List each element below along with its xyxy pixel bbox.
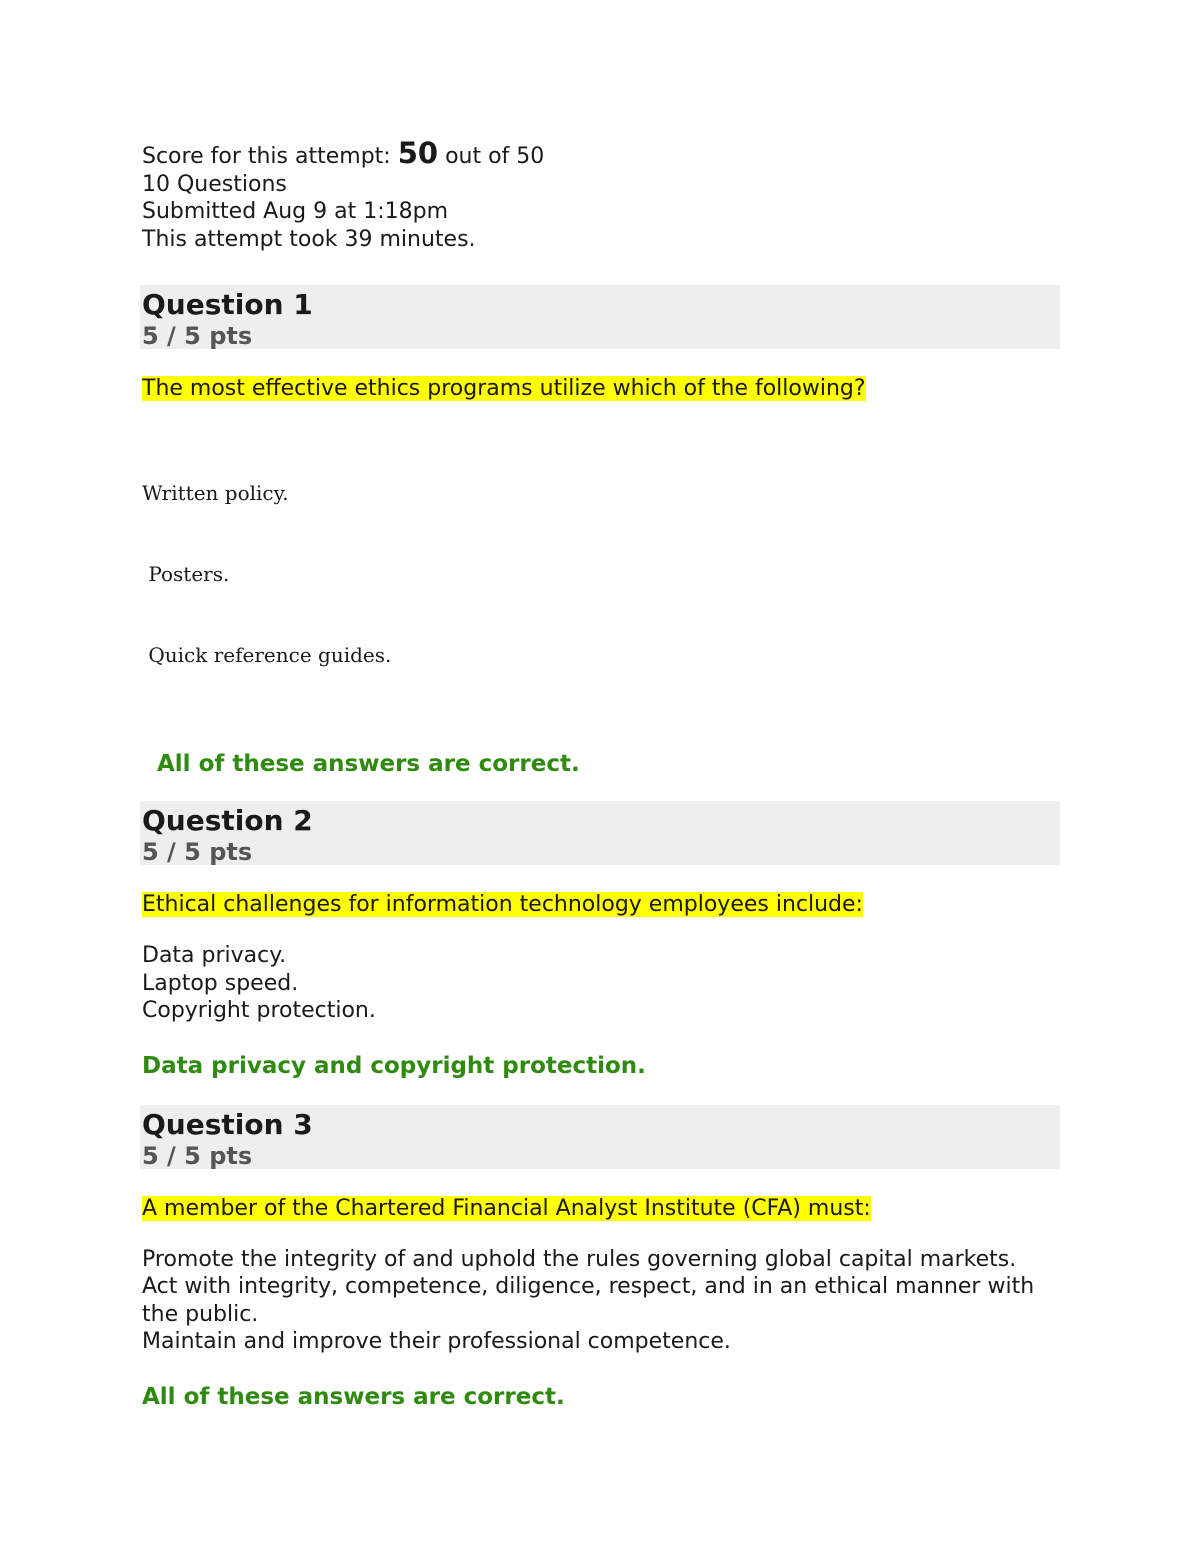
correct-answer: All of these answers are correct. (157, 751, 580, 777)
score-line (142, 136, 1060, 171)
answer-list (142, 426, 1060, 723)
answer-option: Promote the integrity of and uphold the rules governing global capital markets. (142, 1246, 1017, 1272)
correct-answer: Data privacy and copyright protection. (142, 1052, 646, 1079)
question-block-2 (142, 801, 1060, 1081)
question-header (140, 1105, 1060, 1169)
attempt-duration: This attempt took 39 minutes. (142, 226, 476, 252)
answer-list (142, 1246, 1042, 1356)
correct-answer: All of these answers are correct. (142, 1383, 565, 1410)
question-header (140, 801, 1060, 865)
question-prompt: Ethical challenges for information technology employees include: (142, 892, 863, 917)
answer-option: Laptop speed. (142, 970, 299, 996)
score-label: Score for this attempt: (142, 144, 391, 169)
answer-option: Maintain and improve their professional competence. (142, 1329, 731, 1354)
answer-list (142, 942, 1060, 1025)
question-block-1 (142, 285, 1060, 779)
answer-option: Quick reference guides. (142, 643, 392, 667)
question-prompt: The most effective ethics programs utilize which of the following? (142, 376, 866, 401)
questions-count: 10 Questions (142, 171, 287, 197)
question-points: 5 / 5 pts (142, 1141, 253, 1170)
answer-option: Written policy. (142, 481, 289, 505)
answer-option: Posters. (142, 562, 230, 586)
question-points: 5 / 5 pts (142, 838, 253, 866)
question-points: 5 / 5 pts (142, 322, 253, 350)
quiz-results-page (142, 136, 1060, 1412)
attempt-summary (142, 136, 1060, 253)
question-block-3 (142, 1105, 1060, 1412)
question-title: Question 3 (142, 1107, 313, 1141)
score-suffix: out of 50 (445, 144, 545, 169)
submitted-time: Submitted Aug 9 at 1:18pm (142, 199, 449, 224)
question-header (140, 285, 1060, 349)
score-value: 50 (397, 136, 439, 170)
question-title: Question 1 (142, 288, 313, 321)
answer-option: Act with integrity, competence, diligence, respect, and in an ethical manner with the public. (142, 1274, 1035, 1327)
question-prompt: A member of the Chartered Financial Analyst Institute (CFA) must: (142, 1195, 871, 1221)
answer-option: Copyright protection. (142, 998, 376, 1023)
question-title: Question 2 (142, 804, 313, 837)
answer-option: Data privacy. (142, 943, 287, 968)
